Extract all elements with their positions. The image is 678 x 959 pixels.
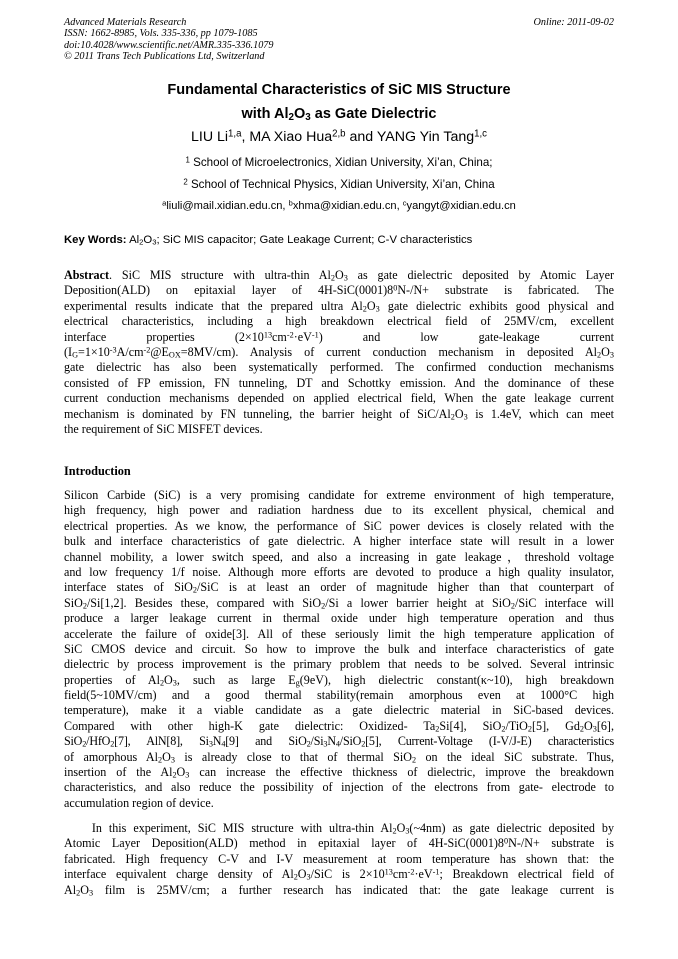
paper-title-line-2: with $Al_2O_3$ as Gate Dielectric bbox=[241, 106, 437, 123]
body-line: In this experiment, SiC MIS structure with ultra-thin $Al_2O_3(\sim 4nm)$ as gate dielectric deposited by bbox=[64, 821, 614, 836]
author-name: , MA Xiao Hua bbox=[241, 129, 333, 145]
abstract-line: mechanism is dominated by FN tunneling, the barrier height of SiC/$Al_2O_3$ is 1.4eV, which can meet bbox=[64, 406, 614, 422]
body-line: Silicon Carbide (SiC) is a very promising candidate for extreme environment of high temperature, bbox=[64, 488, 614, 502]
abstract-line: gate dielectric has also been systematically performed. The confirmed conduction mechanisms bbox=[64, 360, 614, 375]
section-heading-introduction: Introduction bbox=[64, 464, 131, 478]
body-line: dielectric by process improvement is the primary problem that needs to be solved. Several intrinsic bbox=[64, 657, 614, 672]
abstract-line: $(I_G=1\times 10^{-3}A/cm^{-2}@E_{OX}=8MV/cm)$. Analysis of current conduction mechanism in deposited $Al_2O_3$ bbox=[64, 344, 614, 360]
body-line: Atomic Layer Deposition(ALD) method in epitaxial layer of $4H-SiC(0001)8^0N-/N+$ substrate is bbox=[64, 836, 614, 851]
body-line: interface equivalent charge density of $Al_2O_3$/SiC is $2\times 10^{13}cm^{-2}\cdot eV^{-1}$; Breakdown electrical field of bbox=[64, 867, 614, 882]
body-line: insertion of the $Al_2O_3$ can increase the effective thickness of dielectric, improve the breakdown bbox=[64, 765, 614, 780]
abstract-line: interface properties $(2\times 10^{13}cm^{-2}\cdot eV^{-1})$ and low gate-leakage current bbox=[64, 329, 615, 344]
abstract-line: electrical characteristics, including a high breakdown electrical field of 25MV/cm, excellent bbox=[64, 314, 614, 329]
journal-copyright: © 2011 Trans Tech Publications Ltd, Switzerland bbox=[64, 51, 265, 63]
abstract-line: consisted of FP emission, FN tunneling, DT and Schottky emission. And the dominance of these bbox=[64, 375, 614, 390]
body-line: temperature), make it a viable candidate as a gate dielectric material in SiC-based devices. bbox=[64, 703, 614, 718]
email-link[interactable]: liuli@mail.xidian.edu.cn, bbox=[166, 200, 289, 212]
author-name: LIU Li bbox=[190, 129, 229, 145]
introduction-paragraph-2 bbox=[64, 821, 614, 898]
body-line: Compared with other high-K gate dielectric: Oxidized- $Ta_2Si[4]$, SiO$_2$/TiO$_2$[5], $Gd_2O_3[6]$, bbox=[64, 718, 614, 734]
abstract bbox=[64, 268, 614, 437]
body-line: bulk and interface characteristics of gate dielectric. A higher interface state will result in a lower bbox=[64, 534, 614, 549]
body-line: channel mobility, a lower switch speed, and also a increasing in gate leakage，threshold voltage bbox=[64, 549, 614, 564]
body-line: $Al_2O_3$ film is 25MV/cm; a further research has indicated that: the gate leakage current is bbox=[64, 882, 614, 898]
body-line: electrical properties. As we know, the performance of SiC power devices is closely related with the bbox=[64, 518, 614, 533]
abstract-line: experimental results indicate that the prepared ultra $Al_2O_3$ gate dielectric exhibits good physical and bbox=[64, 298, 614, 314]
journal-name: Advanced Materials Research bbox=[64, 17, 187, 28]
body-line: and low frequency 1/f noise. Although more efforts are devoted to produce a high quality insulator, bbox=[64, 564, 614, 579]
abstract-line: current conduction mechanisms depended on applied electrical field, When the gate leakage current bbox=[64, 391, 614, 406]
email-link[interactable]: yangyt@xidian.edu.cn bbox=[406, 200, 516, 212]
body-line: accelerate the failure of oxide[3]. All of these seriously limit the high temperature application of bbox=[64, 626, 614, 641]
journal-issn: ISSN: 1662-8985, Vols. 335-336, pp 1079-1085 bbox=[64, 28, 258, 40]
body-line: field(5~10MV/cm) and a good thermal stability(remain amorphous even at 1000°C high bbox=[64, 688, 614, 703]
abstract-line: Abstract. SiC MIS structure with ultra-thin $Al_2O_3$ as gate dielectric deposited by Atomic Layer bbox=[64, 268, 614, 283]
keywords-label: Key Words: bbox=[64, 234, 127, 246]
online-date: Online: 2011-09-02 bbox=[533, 17, 614, 28]
body-line: interface states of SiO$_2$/SiC is at least an order of magnitude higher than that counterpart of bbox=[64, 580, 614, 595]
keywords: Key Words: $Al_2O_3$; SiC MIS capacitor; Gate Leakage Current; C-V characteristics bbox=[64, 234, 473, 247]
affiliation-1: $^1$ School of Microelectronics, Xidian University, Xi’an, China; bbox=[185, 155, 493, 169]
email-link[interactable]: xhma@xidian.edu.cn, bbox=[292, 200, 403, 212]
affiliation-2: $^2$ School of Technical Physics, Xidian University, Xi’an, China bbox=[183, 177, 495, 191]
journal-doi[interactable]: doi:10.4028/www.scientific.net/AMR.335-336.1079 bbox=[64, 39, 274, 51]
abstract-label: Abstract bbox=[64, 268, 110, 282]
abstract-line: Deposition(ALD) on epitaxial layer of $4H-SiC(0001)8^0N-/N+$ substrate is fabricated. The bbox=[64, 283, 615, 298]
journal-header bbox=[64, 17, 444, 63]
body-line: of amorphous $Al_2O_3$ is already close to that of thermal SiO$_2$ on the ideal SiC substrate. Thus, bbox=[64, 749, 614, 765]
body-line: high frequency, high power and radiation hardness due to its excellent physical, chemical and bbox=[64, 503, 614, 518]
body-line: fabricated. High frequency C-V and I-V measurement at room temperature has shown that: the bbox=[64, 851, 614, 866]
body-line: characteristics, and also reduce the possibility of injection of the electrons from gate- electrode to bbox=[64, 780, 614, 795]
author-emails: $^a$liuli@mail.xidian.edu.cn, $^b$xhma@xidian.edu.cn, $^c$yangyt@xidian.edu.cn bbox=[162, 198, 516, 212]
body-line: accumulation region of device. bbox=[64, 795, 214, 810]
paper-title-line-1: Fundamental Characteristics of SiC MIS Structure bbox=[167, 82, 511, 98]
body-line: SiO$_2$/HfO$_2$[7], AlN[8], $Si_3N_4[9]$ and $SiO_2/Si_3N_4/SiO_2[5]$, Current-Voltage (I-V/J-E) characteristics bbox=[64, 734, 615, 749]
abstract-line: the requirement of SiC MISFET devices. bbox=[64, 421, 263, 436]
author-list: LIU Li$^{1,a}$, MA Xiao Hua$^{2,b}$ and YANG Yin Tang$^{1,c}$ bbox=[190, 128, 487, 145]
body-line: produce a larger leakage current in thermal oxide under high temperature operation and thus bbox=[64, 611, 614, 626]
author-name: and YANG Yin Tang bbox=[345, 129, 475, 145]
body-line: SiO$_2$/Si[1,2]. Besides these, compared with SiO$_2$/Si a lower barrier height at SiO$_2$/SiC interface will bbox=[64, 595, 614, 611]
body-line: SiC CMOS device and circuit. So how to improve the bulk and interface characteristics of gate bbox=[64, 641, 614, 656]
body-line: properties of $Al_2O_3$, such as large $E_g(9eV)$, high dielectric constant(κ~10), high breakdown bbox=[64, 672, 614, 688]
introduction-paragraph-1 bbox=[64, 488, 614, 811]
